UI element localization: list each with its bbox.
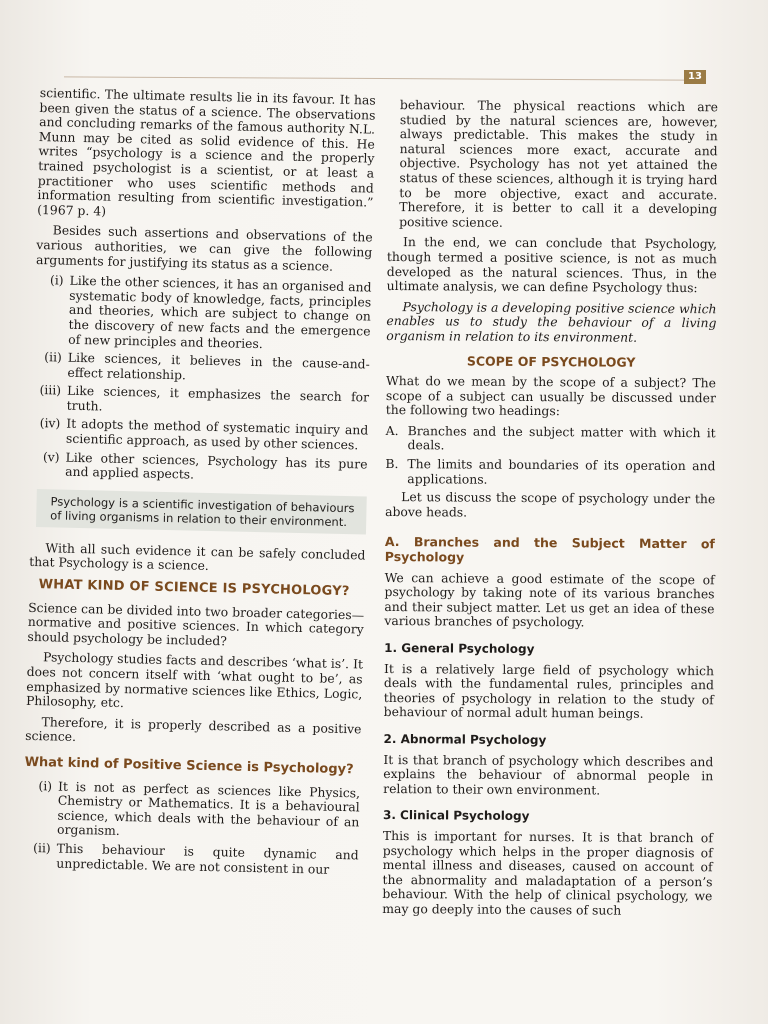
section-heading: WHAT KIND OF SCIENCE IS PSYCHOLOGY? [38, 577, 350, 600]
branch-heading: 2. Abnormal Psychology [383, 731, 547, 748]
paragraph: Besides such assertions and observations of the various authorities, we can give the following arguments for justifying its status as a science. [35, 222, 373, 274]
list-text: It adopts the method of systematic inquiry and scientific approach, as used by other sciences. [65, 416, 369, 453]
paragraph: scientific. The ultimate results lie in its favour. It has been given the status of a science. The observations and concluding remarks of the famous authority N.L. Munn may be cited as solid evidence of this. He writes “psychology is a science and the properly trained psychologist is a scientist, or at least a practitioner who uses scientific methods and information resulting from scientific investigation.” (1967 p. 4) [37, 85, 376, 219]
paragraph: Science can be divided into two broader categories—normative and positive sciences. In which category should psychology be included? [27, 599, 365, 649]
list-number: B. [385, 456, 399, 472]
list-item [34, 273, 372, 354]
page-number: 13 [684, 70, 706, 84]
list-item [385, 457, 715, 488]
left-column [22, 86, 376, 882]
list-number: (ii) [32, 839, 51, 856]
arguments-list [31, 273, 372, 486]
paragraph: We can achieve a good estimate of the scope of psychology by taking note of its various branches and their subject matter. Let us get an idea of these various branches of psychology. [384, 569, 715, 630]
list-item [33, 383, 370, 420]
paragraph: It is that branch of psychology which describes and explains the behaviour of abnormal people in relation to their own environment. [383, 751, 714, 798]
list-text: It is not as perfect as sciences like Physics, Chemistry or Mathematics. It is a behavioural science, which deals with the behaviour of an organism. [56, 778, 361, 839]
list-text: Like sciences, it emphasizes the search for truth. [66, 382, 370, 414]
list-text: Like the other sciences, it has an organised and systematic body of knowledge, facts, principles and theories, which are subject to change on the discovery of new facts and the emergence of new principles and theories. [68, 272, 372, 351]
list-number: (ii) [44, 349, 63, 365]
definition-box: Psychology is a scientific investigation of behaviours of living organisms in relation to their environment. [36, 489, 367, 534]
paragraph: In the end, we can conclude that Psychology, though termed a positive science, is not as much developed as the natural sciences. Thus, in the ultimate analysis, we can define Psychology thus: [386, 234, 718, 296]
list-number: (i) [49, 272, 64, 288]
paragraph: With all such evidence it can be safely concluded that Psychology is a science. [29, 540, 366, 574]
list-text: This behaviour is quite dynamic and unpredictable. We are not consistent in our [56, 840, 359, 877]
list-item [23, 778, 360, 844]
list-text: The limits and boundaries of its operation and applications. [407, 456, 716, 487]
list-number: (iv) [39, 415, 61, 432]
headings-list [385, 424, 715, 489]
paragraph: Let us discuss the scope of psychology under the above heads. [385, 489, 716, 520]
list-number: (i) [38, 777, 53, 794]
list-text: Like sciences, it believes in the cause-and-effect relationship. [67, 349, 370, 383]
subsection-heading: What kind of Positive Science is Psychology? [24, 754, 354, 778]
branch-heading: 3. Clinical Psychology [382, 808, 530, 824]
positive-science-list [22, 778, 360, 877]
list-text: Branches and the subject matter with which it deals. [407, 423, 716, 453]
branch-heading: 1. General Psychology [384, 640, 535, 657]
list-item [386, 424, 716, 455]
list-number: A. [385, 422, 399, 438]
list-number: (v) [42, 448, 60, 465]
list-item [31, 450, 368, 487]
paragraph: Psychology studies facts and describes ‘what is’. It does not concern itself with ‘what ought to be’, as emphasized by normative sciences like Ethics, Logic, Philosophy, etc. [25, 649, 364, 711]
header-rule [64, 76, 684, 80]
list-item [33, 350, 370, 387]
definition-paragraph: Psychology is a developing positive science which enables us to study the behaviour of a living organism in relation to its environment. [386, 298, 717, 345]
right-column [382, 98, 718, 925]
list-item [32, 416, 369, 453]
paragraph: This is important for nurses. It is that branch of psychology which helps in the proper diagnosis of mental illness and diseases, caused on account of the abnormality and maladaptation of a person’s behaviour. With the help of clinical psychology, we may go deeply into the causes of such [382, 827, 713, 918]
paragraph: Therefore, it is properly described as a positive science. [25, 713, 362, 745]
paragraph: behaviour. The physical reactions which are studied by the natural sciences are, however, always predictable. This makes the study in natural sciences more exact, accurate and objective. Psychology has not yet attained the status of these sciences, although it is trying hard to be more objective, exact and accurate. Therefore, it is better to call it a developing positive science. [399, 97, 718, 230]
paragraph: What do we mean by the scope of a subject? The scope of a subject can usually be discussed under the following two headings: [385, 373, 717, 419]
paragraph: It is a relatively large field of psychology which deals with the fundamental rules, principles and theories of psychology in relation to the study of behaviour of normal adult human beings. [383, 660, 715, 722]
subsection-heading: A. Branches and the Subject Matter of Psychology [384, 534, 715, 565]
list-item [22, 841, 359, 878]
list-text: Like other sciences, Psychology has its pure and applied aspects. [65, 449, 368, 482]
list-number: (iii) [39, 382, 62, 398]
section-heading: SCOPE OF PSYCHOLOGY [466, 353, 636, 370]
